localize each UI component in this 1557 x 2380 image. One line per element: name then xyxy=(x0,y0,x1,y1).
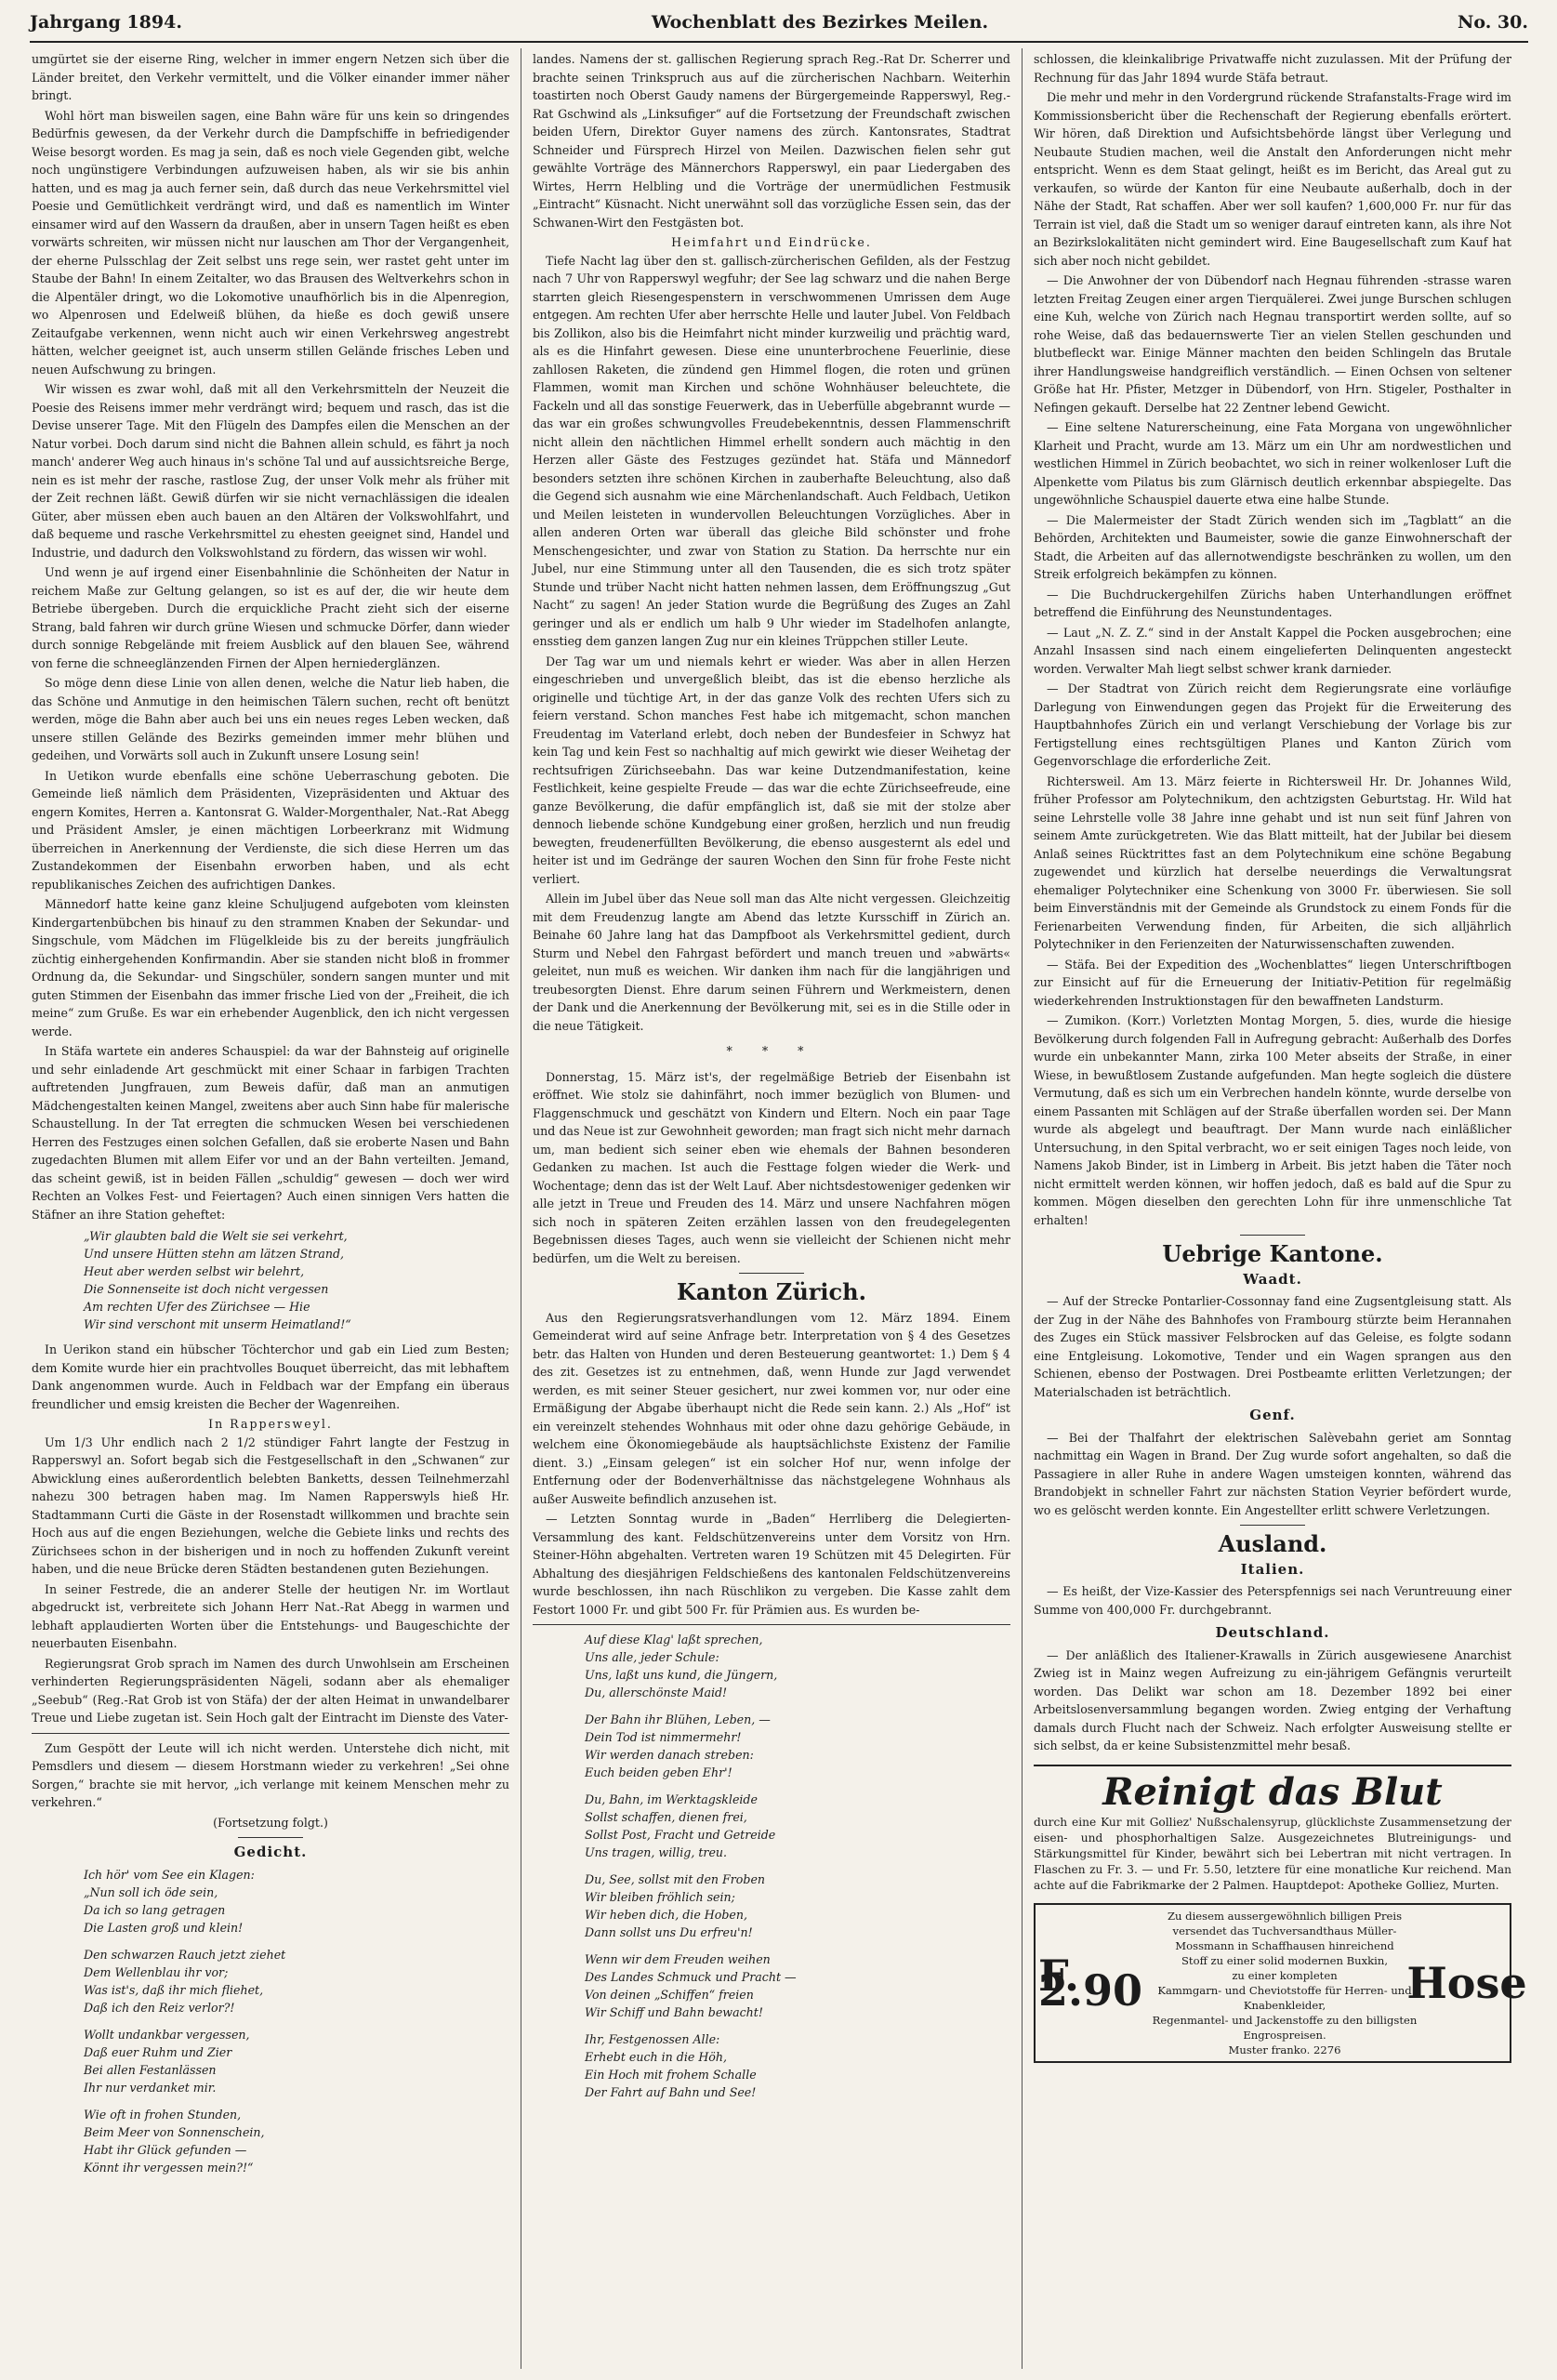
paragraph: — Die Malermeister der Stadt Zürich wenden sich im „Tagblatt“ an die Behörden, Architekten und Baumeister, sowie die ganze Einwohnerschaft der Stadt, die Arbeiten auf das allernotwendigste beschränken zu wollen, um den Streik erfolgreich bekämpfen zu können. xyxy=(1034,512,1511,581)
paragraph: Allein im Jubel über das Neue soll man das Alte nicht vergessen. Gleichzeitig mit dem Freudenzug langte am Abend das letzte Kursschiff in Zürich an. Beinahe 60 Jahre lang hat das Dampfboot als Verkehrsmittel gedient, durch Sturm und Nebel den Fahrgast befördert und manch treuen und »abwärts« geleitet, nun muß es weichen. Wir danken ihm nach für die langjährigen und treubesorgten Dienst. Ehre darum seinen Führern und Werkmeistern, denen der Dank und die Anerkennung der Bevölkerung mit, sei es in die Stille oder in die neue Tätigkeit. xyxy=(533,892,1010,1033)
verse-line: Uns tragen, willig, treu. xyxy=(585,1845,728,1859)
verse-line: Erhebt euch in die Höh, xyxy=(585,2050,728,2064)
ad-body: durch eine Kur mit Golliez' Nußschalensyrup, glücklichste Zusammensetzung der eisen- und phosphorhaltigen Salze. Ausgezeichnetes Blutreinigungs- und Stärkungsmittel für Kinder, bewährt sich bei Lebertran mit nicht vertragen. In Flaschen zu Fr. 3. — und Fr. 5.50, letztere für eine monatliche Kur reichend. Man achte auf die Fabrikmarke der 2 Palmen. Hauptdepot: Apotheke Golliez, Murten. xyxy=(1034,1815,1511,1892)
paragraph: Der Tag war um und niemals kehrt er wieder. Was aber in allen Herzen eingeschrieben und unvergeßlich bleibt, das ist die ebenso herzliche als originelle und tüchtige Art, in der das ganze Volk des rechten Ufers sich zu feiern verstand. Schon manches Fest habe ich mitgemacht, schon manchen Freudentag im Vaterland erlebt, doch neben der Bundesfeier in Schwyz hat kein Tag und kein Fest so nachhaltig auf mich gewirkt wie dieser Weihetag der rechtsufrigen Zürichseebahn. Das war keine Dutzendmanifestation, keine Festlichkeit, keine gespielte Freude — das war die echte Zürichseefreude, eine ganze Bevölkerung, die dafür empfänglich ist, daß sie mit der stolze aber dennoch liebende schöne Kundgebung einer großen, herzlich und nun freudig bewegten, freudenerfüllten Bevölkerung, die ebenso ausgesternt als edel und heiter ist und im Gedränge der sauren Wochen den Sinn für frohe Feste nicht verliert. xyxy=(533,654,1010,886)
paragraph: Richtersweil. Am 13. März feierte in Richtersweil Hr. Dr. Johannes Wild, früher Professor am Polytechnikum, den achtzigsten Geburtstag. Hr. Wild hat seine Lehrstelle volle 38 Jahre inne gehabt und ist nun seit fünf Jahren von seinem Amte zurückgetreten. Wie das Blatt mitteilt, hat der Jubilar bei diesem Anlaß seines Rücktrittes fast an dem Polytechnikum eine schöne Begabung zugewendet und kürzlich hat derselbe neuerdings die Verwaltungsrat ehemaliger Polytechniker eine Schenkung von 3000 Fr. überwiesen. Sie soll beim Einverständnis mit der Gemeinde als Grundstock zu einem Fonds für die Ferienarbeiten Verwendung finden, für Arbeiten, die sich alljährlich Polytechniker in den Ferienzeiten der Naturwissenschaften zuwenden. xyxy=(1034,774,1511,951)
paragraph: So möge denn diese Linie von allen denen, welche die Natur lieb haben, die das Schöne und Anmutige in den heimischen Tälern suchen, recht oft benützt werden, möge die Bahn aber auch bei uns ein neues reges Leben wecken, daß unsere stillen Gelände des Bezirks gemeinden immer mehr blühen und gedeihen, und Vorwärts soll auch in Zukunft unsere Losung sein! xyxy=(32,676,509,762)
paragraph: — Letzten Sonntag wurde in „Baden“ Herrliberg die Delegierten-Versammlung des kant. Feldschützenvereins unter dem Vorsitz von Hrn. Steiner-Höhn abgehalten. Vertreten waren 19 Schützen mit 45 Delegirten. Für Abhaltung des diesjährigen Feldschießens des kantonalen Feldschützenvereins wurde beschlossen, ihn nach Rüschlikon zu vergeben. Die Kasse zahlt dem Festort 1000 Fr. und gibt 500 Fr. für Prämien aus. Es wurden be- xyxy=(533,1512,1010,1617)
verse-line: Wir bleiben fröhlich sein; xyxy=(585,1890,735,1904)
verse-line: Dem Wellenblau ihr vor; xyxy=(84,1964,229,1979)
ad-line: versendet das Tuchversandthaus Müller- xyxy=(1172,1924,1397,1937)
paragraph: — Eine seltene Naturerscheinung, eine Fata Morgana von ungewöhnlicher Klarheit und Pracht, wurde am 13. März um ein Uhr am nordwestlichen und westlichen Himmel in Zürich beobachtet, wo sich in reiner wolkenloser Luft die Alpenkette vom Pilatus bis zum Glärnisch deutlich erkennbar abspiegelte. Das ungewöhnliche Schauspiel dauerte etwa eine halbe Stunde. xyxy=(1034,420,1511,507)
continuation-note: (Fortsetzung folgt.) xyxy=(213,1815,328,1830)
stanza-gap xyxy=(585,2021,1010,2030)
column-1 xyxy=(32,50,509,2365)
verse-line: Daß euer Ruhm und Zier xyxy=(84,2044,232,2059)
verse-line: Dein Tod ist nimmermehr! xyxy=(585,1730,742,1744)
ad-line: Mossmann in Schaffhausen hinreichend xyxy=(1175,1938,1394,1952)
verse-line: Der Fahrt auf Bahn und See! xyxy=(585,2085,757,2099)
paragraph: — Laut „N. Z. Z.“ sind in der Anstalt Kappel die Pocken ausgebrochen; eine Anzahl Insassen sind nach einem eingelieferten Delinquenten angesteckt worden. Verwalter Mah liegt selbst schwer krank darnieder. xyxy=(1034,625,1511,676)
advertisement-blood xyxy=(1034,1765,1511,1894)
stanza-gap xyxy=(84,1937,509,1946)
verse-line: Wie oft in frohen Stunden, xyxy=(84,2107,242,2122)
section-heading-uebrige-kantone: Uebrige Kantone. xyxy=(1162,1240,1383,1267)
paragraph: Aus den Regierungsratsverhandlungen vom 12. März 1894. Einem Gemeinderat wird auf seine Anfrage betr. Interpretation von § 4 des Gesetzes betr. das Halten von Hunden und deren Besteuerung geantwortet: 1.) Dem § 4 des zit. Gesetzes ist zu entnehmen, daß, wenn Hunde zur Jagd verwendet werden, es mit seiner Steuer gesichert, nur zwei kommen vor, nur oder eine Ermäßigung der Abgabe überhaupt nicht die Rede sein kann. 2.) Als „Hof“ ist ein vereinzelt stehendes Wohnhaus mit oder ohne dazu gehörige Gebäude, in welchem eine Ökonomiegebäude als hauptsächlichste Existenz der Familie dient. 3.) „Einsam gelegen“ ist ein solcher Hof nur, wenn infolge der Entfernung oder der Bodenverhältnisse das nächstgelegene Wohnhaus als außer Ausweite befindlich anzusehen ist. xyxy=(533,1310,1010,1506)
masthead-rule xyxy=(30,41,1528,43)
verse-line: Da ich so lang getragen xyxy=(84,1902,226,1917)
paragraph: — Bei der Thalfahrt der elektrischen Salèvebahn geriet am Sonntag nachmittag ein Wagen in Brand. Der Zug wurde sofort angehalten, so daß die Passagiere in aller Ruhe in andere Wagen umsteigen konnten, während das Brandobjekt in schneller Fahrt zur nächsten Station Veyrier befördert wurde, wo es gelöscht werden konnte. Ein Angestellter erlitt schwere Verletzungen. xyxy=(1034,1430,1511,1517)
paragraph: In Stäfa wartete ein anderes Schauspiel: da war der Bahnsteig auf originelle und sehr einladende Art geschmückt mit einer Schaar in farbigen Trachten auftretenden Jungfrauen, zum Beweis dafür, daß man an anmutigen Mädchengestalten keinen Mangel, zweitens aber auch Sinn habe für malerische Schaustellung. In der Tat erregten die schmucken Wesen bei verschiedenen Herren des Festzuges einen solchen Gefallen, daß sie eroberte Nasen und Bahn zugedachten Blumen mit allem Eifer vor und an der Bahn verteilten. Jemand, das scheint gewiß, ist in beiden Fällen „schuldig“ gewesen — doch wer wird Rechten an Volkes Fest- und Feiertagen? Auch einen sinnigen Vers hatten die Stäfner an ihre Station geheftet: xyxy=(32,1044,509,1222)
verse-line: „Wir glaubten bald die Welt sie sei verkehrt, xyxy=(84,1229,348,1243)
verse-line: Wir sind verschont mit unserm Heimatland!“ xyxy=(84,1317,351,1331)
verse-line: Wollt undankbar vergessen, xyxy=(84,2027,250,2042)
paragraph: Tiefe Nacht lag über den st. gallisch-zürcherischen Gefilden, als der Festzug nach 7 Uhr von Rapperswyl wegfuhr; der See lag schwarz und die nahen Berge starrten gleich Riesengespenstern in verschwommenen Umrissen dem Auge entgegen. Am rechten Ufer aber herrschte Helle und lauter Jubel. Von Feldbach bis Zollikon, also bis die Heimfahrt nicht minder kurzweilig und prächtig ward, als es die Hinfahrt gewesen. Diese eine ununterbrochene Feuerlinie, diese zahllosen Raketen, die zündend gen Himmel flogen, die roten und grünen Flammen, womit man Kirchen und schöne Wohnhäuser beleuchtete, die Fackeln und all das sonstige Feuerwerk, das in Ueberfülle abgebrannt wurde — das war ein großes schwungvolles Freudebekenntnis, dessen Flammenschrift nicht allein den nächtlichen Himmel erhellt sondern auch mächtig in den Herzen aller Gäste des Festzuges gezündet hat. Stäfa und Männedorf besonders setzten ihre schönen Kirchen in zauberhafte Beleuchtung, also daß die Gegend sich ausnahm wie eine Märchenlandschaft. Auch Feldbach, Uetikon und Meilen leisteten in wundervollen Beleuchtungen Vorzügliches. Aber in allen anderen Orten war überall das gleiche Bild schönster und frohe Menschengesichter, und zwar von Station zu Station. Da herrschte nur ein Jubel, nur eine Stimmung unter all den Tausenden, die es sich trotz später Stunde und trüber Nacht nicht hatten nehmen lassen, dem Eröffnungszug „Gut Nacht“ zu sagen! An jeder Station wurde die Begrüßung des Zuges an Zahl geringer und als er endlich um halb 9 Uhr wieder im Stadelhofen anlangte, ensstieg dem ganzen langen Zug nur ein kleines Trüppchen stiller Leute. xyxy=(533,253,1010,648)
verse-line: Die Lasten groß und klein! xyxy=(84,1920,244,1935)
column-2 xyxy=(533,50,1010,2365)
verse-line: Die Sonnenseite ist doch nicht vergessen xyxy=(84,1282,329,1296)
ad-line: Kammgarn- und Cheviotstoffe für Herren- und Knabenkleider, xyxy=(1157,1983,1412,2012)
verse-line: Könnt ihr vergessen mein?!“ xyxy=(84,2160,254,2175)
verse-line: Uns, laßt uns kund, die Jüngern, xyxy=(585,1668,778,1682)
verse-line: Wir Schiff und Bahn bewacht! xyxy=(585,2005,763,2019)
poem xyxy=(84,1866,509,2176)
rule xyxy=(533,1624,1010,1625)
verse-line: Sollst Post, Fracht und Getreide xyxy=(585,1828,776,1842)
masthead-year: Jahrgang 1894. xyxy=(30,12,182,33)
stanza-gap xyxy=(585,1941,1010,1950)
paragraph: — Auf der Strecke Pontarlier-Cossonnay fand eine Zugsentgleisung statt. Als der Zug in der Nähe des Bahnhofes von Frambourg stürzte beim Herannahen des Zuges ein Stück massiver Felsbrocken auf das Geleise, es folgte sodann eine Entgleisung. Lokomotive, Tender und ein Wagen sprangen aus den Schienen, ebenso der Postwagen. Drei Postbeamte erlitten Verletzungen; der Materialschaden ist beträchtlich. xyxy=(1034,1294,1511,1399)
rule xyxy=(1240,1235,1305,1236)
verse-line: Ein Hoch mit frohem Schalle xyxy=(585,2068,757,2082)
ad-line: Stoff zu einer solid modernen Buxkin, xyxy=(1181,1953,1389,1967)
paragraph: — Zumikon. (Korr.) Vorletzten Montag Morgen, 5. dies, wurde die hiesige Bevölkerung durch folgenden Fall in Aufregung gebracht: Außerhalb des Dorfes wurde ein unbekannter Mann, zirka 100 Meter abseits der Straße, in einer Wiese, in bewußtlosem Zustande aufgefunden. Man hegte sogleich die düstere Vermutung, daß es sich um ein Verbrechen handeln könnte, wurde derselbe von einem Passanten mit Schlägen auf der Straße überfallen worden sei. Der Mann wurde als abgelegt und beauftragt. Der Mann wurde nach einläßlicher Untersuchung, in den Spital verbracht, wo er seit einigen Tages noch leide, von Namens Jakob Binder, ist in Limberg in Arbeit. Bis jetzt haben die Täter noch nicht ermittelt werden können, wir hoffen jedoch, daß es bald auf die Spur zu kommen. Mögen dieselben den gerechten Lohn für ihre unmenschliche Tat erhalten! xyxy=(1034,1013,1511,1227)
verse-line: Bei allen Festanlässen xyxy=(84,2062,217,2077)
ad-product-word: Hose xyxy=(1406,1957,1527,2008)
ad-headline: Reinigt das Blut xyxy=(1102,1769,1443,1814)
rule xyxy=(32,1733,509,1734)
ad-line: Muster franko. 2276 xyxy=(1228,2043,1341,2056)
verse-line: Habt ihr Glück gefunden — xyxy=(84,2142,247,2157)
paragraph: schlossen, die kleinkalibrige Privatwaffe nicht zuzulassen. Mit der Prüfung der Rechnung für das Jahr 1894 wurde Stäfa betraut. xyxy=(1034,52,1511,85)
section-stars: * * * xyxy=(726,1044,817,1058)
paragraph: Die mehr und mehr in den Vordergrund rückende Strafanstalts-Frage wird im Kommissionsbericht über die Rechenschaft der Regierung ebenfalls erörtert. Wir hören, daß Direktion und Aufsichtsbehörde längst über Verlegung und Neubaute Studien machen, weil die Anstalt den Anforderungen nicht mehr entspricht. Wenn es dem Staat gelingt, heißt es im Bericht, das Areal gut zu verkaufen, so würde der Kanton für eine Neubaute außerhalb, doch in der Nähe der Stadt, Rat schaffen. Aber wer soll kaufen? 1,600,000 Fr. nur für das Terrain ist viel, daß die Stadt um so weniger darauf eintreten kann, als ihre Not an Bezirkslokalitäten nicht gemindert wird. Eine Baugesellschaft zum Kauf hat sich aber noch nicht gebildet. xyxy=(1034,90,1511,268)
verse-line: Wir heben dich, die Hoben, xyxy=(585,1908,747,1922)
verse-line: Du, See, sollst mit den Froben xyxy=(585,1872,766,1886)
masthead-title: Wochenblatt des Bezirkes Meilen. xyxy=(651,12,989,33)
stanza-gap xyxy=(84,2016,509,2026)
paragraph: — Die Buchdruckergehilfen Zürichs haben Unterhandlungen eröffnet betreffend die Einführung des Neunstundentages. xyxy=(1034,587,1511,619)
verse-line: Des Landes Schmuck und Pracht — xyxy=(585,1970,797,1984)
ad-text xyxy=(1141,1909,1428,2057)
subheading-waadt: Waadt. xyxy=(1243,1270,1302,1288)
serial-footnote: Zum Gespött der Leute will ich nicht werden. Unterstehe dich nicht, mit Pemsdlers und diesem — diesem Horstmann wieder zu verkehren! „Sei ohne Sorgen,“ brachte sie mit hervor, „ich verlange mit keinem Menschen mehr zu verkehren.“ xyxy=(32,1740,509,1809)
paragraph: Und wenn je auf irgend einer Eisenbahnlinie die Schönheiten der Natur in reichem Maße zur Geltung gelangen, so ist es auf der, die wir heute dem Betriebe übergeben. Durch die erquickliche Pracht zieht sich der eiserne Strang, bald fahren wir durch grüne Wiesen und schmucke Dörfer, dann wieder durch sonnige Rebgelände mit freiem Ausblick auf den blauen See, während von ferne die schneeglänzenden Firnen der Alpen herniederglänzen. xyxy=(32,565,509,670)
rule xyxy=(238,1837,303,1838)
paragraph: Donnerstag, 15. März ist's, der regelmäßige Betrieb der Eisenbahn ist eröffnet. Wie stolz sie dahinfährt, noch immer bezüglich von Blumen- und Flaggenschmuck und geschätzt von Kindern und Eltern. Noch ein paar Tage und das Neue ist zur Gewohnheit geworden; man fragt sich nicht mehr darnach um, man bedient sich seiner eben wie ehemals der Bahnen besonderen Gedanken zu machen. Ist auch die Festtage folgen wieder die Werk- und Wochentage; denn das ist der Welt Lauf. Aber nichtsdestoweniger gedenken wir alle jetzt in Treue und Freuden des 14. März und unsere Nachfahren mögen sich noch in späteren Zeiten erzählen lassen von den freudegelegenten Begebnissen dieses Tages, auch wenn sie vielleicht der Schienen nicht mehr bedürfen, um die Welt zu bereisen. xyxy=(533,1069,1010,1265)
column-3 xyxy=(1034,50,1527,2365)
subheading-deutschland: Deutschland. xyxy=(1215,1624,1330,1641)
verse-line: Und unsere Hütten stehn am lätzen Strand, xyxy=(84,1247,345,1261)
paragraph: Wohl hört man bisweilen sagen, eine Bahn wäre für uns kein so dringendes Bedürfnis gewesen, da der Verkehr durch die Dampfschiffe in befriedigender Weise besorgt worden. Es mag ja sein, daß es noch viele Gegenden gibt, welche noch ungünstigere Verbindungen aufzuweisen haben, als wir sie bis anhin hatten, und es mag ja auch ferner sein, daß durch das neue Verkehrsmittel viel Poesie und Gemütlichkeit verdrängt wird, und daß es namentlich im Winter einsamer wird auf den Wassern da draußen, aber in unsern Tagen heißt es eben vorwärts schreiten, wir müssen nicht nur lauschen am Thor der Vergangenheit, der eherne Pulsschlag der Zeit selbst uns rege sein, wer rastet geht unter im Staube der Bahn! In einem Zeitalter, wo das Brausen des Weltverkehrs schon in die Alpentäler dringt, wo die Lokomotive unaufhörlich bis in die Alpenregion, wo Alpenrosen und Edelweiß blühen, da hieße es doch gewiß unsere Zeitaufgabe verkennen, wenn nicht auch wir einen Verkehrsweg angestrebt hätten, welcher geeignet ist, auch unserm stillen Gelände frisches Leben und neuen Aufschwung zu bringen. xyxy=(32,108,509,377)
subheading: In Rappersweyl. xyxy=(208,1417,333,1431)
rule xyxy=(1240,1525,1305,1526)
verse-line: Euch beiden geben Ehr'! xyxy=(585,1765,732,1779)
paragraph: — Der Stadtrat von Zürich reicht dem Regierungsrate eine vorläufige Darlegung von Einwendungen gegen das Projekt für die Erweiterung des Hauptbahnhofes Zürich ein und verlangt Verschiebung der Vorlage bis zur Fertigstellung eines rechtsgültigen Planes und Kanton Zürich vom Gegenvorschlage die erforderliche Zeit. xyxy=(1034,681,1511,768)
paragraph: In Uetikon wurde ebenfalls eine schöne Ueberraschung geboten. Die Gemeinde ließ nämlich dem Präsidenten, Vizepräsidenten und Aktuar des engern Komites, Herren a. Kantonsrat G. Walder-Morgenthaler, Nat.-Rat Abegg und Präsident Amsler, je einen mächtigen Lorbeerkranz mit Widmung überreichen in Anerkennung der Verdienste, die sich diese Herren um das Zustandekommen der Eisenbahn erworben haben, und als echt republikanisches Zeichen des aufrichtigen Dankes. xyxy=(32,768,509,892)
poem-continued xyxy=(585,1631,1010,2101)
verse-line: Was ist's, daß ihr mich fliehet, xyxy=(84,1982,264,1997)
verse-line: Du, allerschönste Maid! xyxy=(585,1686,728,1699)
subheading-genf: Genf. xyxy=(1249,1407,1296,1423)
verse-line: Am rechten Ufer des Zürichsee — Hie xyxy=(84,1300,310,1314)
verse-line: Von deinen „Schiffen“ freien xyxy=(585,1988,754,2002)
verse-line: Beim Meer von Sonnenschein, xyxy=(84,2124,265,2139)
ad-line: Regenmantel- und Jackenstoffe zu den billigsten Engrospreisen. xyxy=(1152,2013,1418,2042)
verse-line: Uns alle, jeder Schule: xyxy=(585,1650,719,1664)
paragraph: In Uerikon stand ein hübscher Töchterchor und gab ein Lied zum Besten; dem Komite wurde hier ein prachtvolles Bouquet überreicht, das mit lebhaftem Dank angenommen wurde. Auch in Feldbach war der Empfang ein überaus freundlicher und emsig kreisten die Becher der Wagenreihen. xyxy=(32,1342,509,1411)
stanza-gap xyxy=(84,2096,509,2106)
verse-line: Wir werden danach streben: xyxy=(585,1748,754,1762)
section-heading-ausland: Ausland. xyxy=(1218,1530,1327,1557)
subheading-italien: Italien. xyxy=(1240,1560,1305,1578)
paragraph: — Die Anwohner der von Dübendorf nach Hegnau führenden -strasse waren letzten Freitag Zeugen einer argen Tierquälerei. Zwei junge Burschen schlugen eine Kuh, welche von Zürich nach Hegnau transportirt werden sollte, auf so rohe Weise, daß das bedauernswerte Tier an vielen Stellen geschunden und blutbefleckt war. Einige Männer machten den beiden Schlingeln das Brutale ihrer Handlungsweise handgreiflich verständlich. — Einen Ochsen von seltener Größe hat Hr. Pfister, Metzger in Dübendorf, von Hrn. Stigeler, Posthalter in Nefingen gekauft. Derselbe hat 22 Zentner lebend Gewicht. xyxy=(1034,273,1511,415)
masthead xyxy=(30,6,1528,39)
masthead-number: No. 30. xyxy=(1458,12,1528,33)
paragraph: Um 1/3 Uhr endlich nach 2 1/2 stündiger Fahrt langte der Festzug in Rapperswyl an. Sofort begab sich die Festgesellschaft in den „Schwanen“ zur Abwicklung eines außerordentlich belebten Banketts, dessen Teilnehmerzahl nahezu 300 betragen haben mag. Im Namen Rapperswyls hieß Hr. Stadtammann Curti die Gäste in der Rosenstadt willkommen und brachte sein Hoch aus auf die engen Beziehungen, welche die Gebiete links und rechts des Zürichsees schon in der bisherigen und in noch zu hoffenden Zukunft vereint haben, und die neue Brücke deren Städten bestandenen guten Beziehungen. xyxy=(32,1435,509,1576)
paragraph: umgürtet sie der eiserne Ring, welcher in immer engern Netzen sich über die Länder breitet, den Verkehr vermittelt, und die Völker einander immer näher bringt. xyxy=(32,52,509,102)
paragraph: — Es heißt, der Vize-Kassier des Peterspfennigs sei nach Veruntreuung einer Summe von 400,000 Fr. durchgebrannt. xyxy=(1034,1584,1511,1617)
subheading: Heimfahrt und Eindrücke. xyxy=(671,235,872,249)
ad-line: zu einer kompleten xyxy=(1232,1968,1338,1982)
stanza-gap xyxy=(585,1701,1010,1711)
verse-line: Du, Bahn, im Werktagskleide xyxy=(585,1792,758,1806)
verse-line: Ihr, Festgenossen Alle: xyxy=(585,2032,720,2046)
verse-line: Heut aber werden selbst wir belehrt, xyxy=(84,1264,305,1278)
advertisement-trousers xyxy=(1034,1903,1527,2063)
paragraph: landes. Namens der st. gallischen Regierung sprach Reg.-Rat Dr. Scherrer und brachte seinen Trinkspruch aus auf die zürcherischen Nachbarn. Weiterhin toastirten noch Oberst Gaudy namens der Bürgergemeinde Rapperswyl, Reg.-Rat Gschwind als „Linksufiger“ auf die Fortsetzung der Freundschaft zwischen beiden Ufern, Direktor Guyer namens des zürch. Kantonsrates, Stadtrat Schneider und Fürsprech Hirzel von Meilen. Dazwischen fielen sehr gut gewählte Vorträge des Männerchors Rapperswyl, ein paar Liedergaben des Wirtes, Herrn Helbling und die Vorträge der unermüdlichen Festmusik „Eintracht“ Küsnacht. Nicht unerwähnt soll das vorzügliche Essen sein, das der Schwanen-Wirt den Festgästen bot. xyxy=(533,52,1010,230)
paragraph: — Der anläßlich des Italiener-Krawalls in Zürich ausgewiesene Anarchist Zwieg ist in Mainz wegen Aufreizung zu ein-jährigem Gefängnis verurteilt worden. Das Delikt war schon am 18. Dezember 1892 bei einer Arbeitslosenversammlung begangen worden. Zwieg entging der Verhaftung damals durch Flucht nach der Schweiz. Nach erfolgter Ausweisung stellte er sich selbst, da er keine Subsistenzmittel mehr besaß. xyxy=(1034,1647,1511,1752)
station-verse xyxy=(84,1227,509,1333)
poem-title: Gedicht. xyxy=(233,1844,308,1860)
ad-price: F. 2.90 xyxy=(1037,1950,1143,2016)
paragraph: Wir wissen es zwar wohl, daß mit all den Verkehrsmitteln der Neuzeit die Poesie des Reisens immer mehr verdrängt wird; bequem und rasch, das ist die Devise unserer Tage. Mit den Flügeln des Dampfes eilen die Menschen an der Natur vorbei. Doch darum sind nicht die Bahnen allein schuld, es fährt ja noch manch' anderer Weg auch hinaus in's schöne Tal und auf aussichtsreiche Berge, nein es ist mehr der rasche, rastlose Zug, der unser Volk mehr als früher mit der Zeit rechnen läßt. Gewiß dürfen wir sie nicht vernachlässigen die idealen Güter, aber müssen eben auch bauen an den Altären der Volkswohlfahrt, und daß bequeme und rasche Verkehrsmittel zu ehesten geeignet sind, Handel und Industrie, und dadurch den Volkswohlstand zu fördern, das wissen wir wohl. xyxy=(32,382,509,560)
stanza-gap xyxy=(585,1861,1010,1871)
verse-line: Ihr nur verdanket mir. xyxy=(84,2080,217,2095)
ad-line: Zu diesem aussergewöhnlich billigen Preis xyxy=(1167,1909,1403,1923)
verse-line: Wenn wir dem Freuden weihen xyxy=(585,1952,771,1966)
verse-line: Ich hör' vom See ein Klagen: xyxy=(84,1867,255,1882)
verse-line: Dann sollst uns Du erfreu'n! xyxy=(585,1925,753,1939)
verse-line: Auf diese Klag' laßt sprechen, xyxy=(585,1633,763,1646)
verse-line: Sollst schaffen, dienen frei, xyxy=(585,1810,747,1824)
verse-line: „Nun soll ich öde sein, xyxy=(84,1884,218,1899)
section-heading-kanton-zurich: Kanton Zürich. xyxy=(677,1278,866,1305)
rule xyxy=(739,1273,804,1274)
stanza-gap xyxy=(585,1781,1010,1791)
column-divider xyxy=(1022,48,1023,2369)
paragraph: In seiner Festrede, die an anderer Stelle der heutigen Nr. im Wortlaut abgedruckt ist, verbreitete sich Johann Herr Nat.-Rat Abegg in warmen und lebhaft applaudierten Worten über die Entstehungs- und Baugeschichte der neuerbauten Eisenbahn. xyxy=(32,1581,509,1650)
verse-line: Daß ich den Reiz verlor?! xyxy=(84,2000,235,2015)
verse-line: Den schwarzen Rauch jetzt ziehet xyxy=(84,1947,286,1962)
paragraph: Männedorf hatte keine ganz kleine Schuljugend aufgeboten vom kleinsten Kindergartenbübchen bis hinauf zu den strammen Knaben der Sekundar- und Singschule, vom Mädchen im Flügelkleide bis zu der bereits jungfräulich züchtig einhergehenden Konfirmandin. Aber sie standen nicht bloß in frommer Ordnung da, die Sekundar- und Singschüler, sondern sangen munter und mit guten Stimmen der Eisenbahn das immer frische Lied von der „Freiheit, die ich meine“ zum Gruße. Es war ein erhebender Augenblick, den ich nicht vergessen werde. xyxy=(32,897,509,1038)
paragraph: Regierungsrat Grob sprach im Namen des durch Unwohlsein am Erscheinen verhinderten Regierungspräsidenten Nägeli, sodann aber als ehemaliger „Seebub“ (Reg.-Rat Grob ist von Stäfa) der der alten Heimat in unwandelbarer Treue und Liebe zugetan ist. Sein Hoch galt der Eintracht im Dienste des Vater- xyxy=(32,1656,509,1725)
paragraph: — Stäfa. Bei der Expedition des „Wochenblattes“ liegen Unterschriftbogen zur Einsicht auf für die Erneuerung der Initiativ-Petition für regelmäßig wiederkehrenden Instruktionstagen für den bewaffneten Landsturm. xyxy=(1034,957,1511,1008)
verse-line: Der Bahn ihr Blühen, Leben, — xyxy=(585,1712,771,1726)
